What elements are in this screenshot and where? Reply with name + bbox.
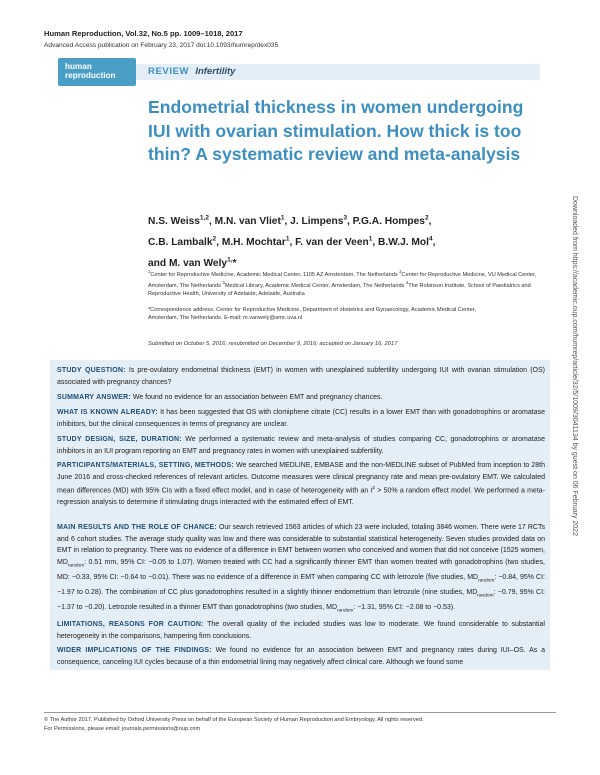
journal-logo bbox=[58, 58, 136, 86]
logo-line-2: reproduction bbox=[65, 71, 116, 80]
affiliations: $^1$Center for Reproductive Medicine, Academic Medical Center, 1105 AZ Amsterdam, The Netherlands $^2$Center for Reproductive Medicine, VU Medical Center, Amsterdam, The Netherlands $^3$Medical Library, Academic Medical Center, Amsterdam, The Netherlands $^4$The Robinson Institute, School of Paediatrics and Reproductive Health, University of Adelaide, Adelaide, Australia bbox=[148, 269, 537, 297]
abstract-limitations: LIMITATIONS, REASONS FOR CAUTION: The overall quality of the included studies was low to moderate. We found considerable to substantial heterogeneity in the comparisons, hampering firm conclusions. bbox=[57, 621, 545, 640]
download-note: Downloaded from https://academic.oup.com/humrep/article/32/5/1009/3041134 by guest on 06 February 2022 bbox=[571, 196, 578, 536]
author: M.N. van Vliet$^1$, bbox=[214, 215, 291, 228]
submission-dates: Submitted on October 5, 2016; resubmitted on December 9, 2016; accepted on January 16, 2017 bbox=[148, 341, 398, 347]
author: and M. van Wely$^{1,}$* bbox=[148, 256, 237, 270]
abstract-wider-implications: WIDER IMPLICATIONS OF THE FINDINGS: We found no evidence for an association between EMT and pregnancy rates during IUI–OS. As a consequence, canceling IUI cycles because of a thin endometrial lining may negatively affect clinical care. Although we found some bbox=[57, 647, 545, 666]
abstract-study-question: STUDY QUESTION: Is pre-ovulatory endometrial thickness (EMT) in women with unexplained subfertility undergoing IUI with ovarian stimulation (OS) associated with pregnancy chances? bbox=[57, 367, 546, 386]
author-list bbox=[148, 210, 548, 273]
article-type: REVIEW bbox=[148, 66, 190, 77]
review-label bbox=[148, 66, 235, 77]
permissions-notice: For Permissions, please email: journals.permissions@oup.com bbox=[44, 726, 201, 732]
author: P.G.A. Hompes$^2$, bbox=[352, 215, 432, 228]
abstract-study-design: STUDY DESIGN, SIZE, DURATION: We performed a systematic review and meta-analysis of studies comparing CC, gonadotrophins or aromatase inhibitors in an IUI program reporting on EMT and pregnancy rates in women with unexplained subfertility. bbox=[57, 436, 545, 455]
abstract-main-results: MAIN RESULTS AND THE ROLE OF CHANCE: Our search retrieved 1563 articles of which 23 were included, totaling 3846 women. There were 17 RCTs and 6 cohort studies. The average study quality was low and there was considerable to substantial statistical heterogeneity. Seven studies provided data on EMT in relation to pregnancy. There was no evidence of a difference in EMT between women who conceived and women that did not conceive (1525 women, $MD_{random}$: 0.51 mm, 95% CI: −0.05 to 1.07). Women treated with CC had a significantly thinner EMT than women treated with gonadotrophins (two studies, MD: −0.33, 95% CI: −0.64 to −0.01). There was no evidence of a difference in EMT when comparing CC with letrozole (five studies, $MD_{random}$: −0.84, 95% CI: −1.97 to 0.28). The combination of CC plus gonadotrophins resulted in a slightly thinner endometrium than letrozole (nine studies, $MD_{random}$: −0.79, 95% CI: −1.37 to −0.20). Letrozole resulted in a thinner EMT than gonadotrophins (two studies, $MD_{random}$: −1.31, 95% CI: −2.08 to −0.53). bbox=[57, 524, 545, 614]
footer-divider bbox=[44, 712, 556, 713]
author: N.S. Weiss$^{1,2}$, bbox=[148, 215, 215, 228]
abstract-participants: PARTICIPANTS/MATERIALS, SETTING, METHODS: We searched MEDLINE, EMBASE and the non-MEDLINE subset of PubMed from inception to 28th June 2016 and cross-checked references of relevant articles. Outcome measures were clinical pregnancy rate and mean pre-ovulatory EMT. We calculated mean differences (MD) with 95% CIs with a fixed effect model, and in case of heterogeneity with an $I^2 > 50\%$ a random effect model. We performed a meta-regression analysis to determine if stimulating drugs interacted with the estimated effect of EMT. bbox=[57, 462, 545, 507]
author: J. Limpens$^3$, bbox=[290, 215, 353, 228]
copyright-notice: © The Author 2017. Published by Oxford University Press on behalf of the European Society of Human Reproduction and Embryology. All rights reserved. bbox=[44, 717, 424, 723]
abstract-summary-answer: SUMMARY ANSWER: We found no evidence for an association between EMT and pregnancy chances. bbox=[57, 394, 383, 401]
author: C.B. Lambalk$^2$, bbox=[148, 235, 222, 249]
correspondence-address: *Correspondence address. Center for Reproductive Medicine, Department of obstetrics and Gynaecology, Academic Medical Center, Amsterdam, The Netherlands. E-mail: m.vanwely@amc.uva.nl bbox=[148, 307, 476, 321]
author: M.H. Mochtar$^1$, bbox=[221, 235, 296, 249]
journal-citation: Human Reproduction, Vol.32, No.5 pp. 1009–1018, 2017 bbox=[44, 29, 243, 38]
article-title: Endometrial thickness in women undergoing IUI with ovarian stimulation. How thick is too thin? A systematic review and meta-analysis bbox=[148, 97, 524, 164]
download-watermark bbox=[568, 196, 580, 586]
article-topic: Infertility bbox=[195, 66, 236, 77]
doi-line: Advanced Access publication on February 23, 2017 doi:10.1093/humrep/dex035 bbox=[44, 42, 279, 49]
author: B.W.J. Mol$^4$, bbox=[378, 235, 436, 249]
logo-line-1: human bbox=[65, 62, 92, 71]
abstract-known-already: WHAT IS KNOWN ALREADY: It has been suggested that OS with clomiphene citrate (CC) results in a lower EMT than with gonadotrophins or aromatase inhibitors, but the clinical consequences in terms of pregnancy are unclear. bbox=[57, 409, 545, 428]
author: F. van der Veen$^1$, bbox=[295, 235, 379, 249]
